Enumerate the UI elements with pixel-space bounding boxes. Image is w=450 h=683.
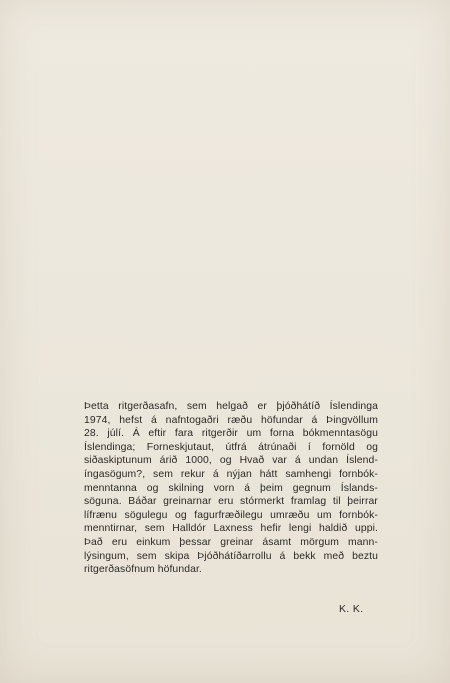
blurb-line: ritgerðasöfnum höfundar. <box>84 564 202 576</box>
blurb-line: Þetta ritgerðasafn, sem helgað er þjóðhátíð Íslendinga <box>84 401 378 412</box>
blurb-line: íngasögum?, sem rekur á nýjan hátt samhengi fornbók- <box>84 468 378 480</box>
blurb-line: Íslendinga; Forneskjutaut, útfrá átrúnaði í fornöld og <box>84 441 378 453</box>
blurb-line: 28. júlí. Á eftir fara ritgerðir um forna bókmenntasögu <box>84 428 378 440</box>
blurb-text <box>84 400 378 577</box>
signature-initials: K. K. <box>339 604 364 615</box>
blurb-line: lífrænu sögulegu og fagurfræðilegu umræðu um fornbók- <box>84 509 378 521</box>
blurb-line: menntirnar, sem Halldór Laxness hefir lengi haldið uppi. <box>84 523 378 535</box>
blurb-line: lýsingum, sem skipa Þjóðhátíðarrollu á bekk með beztu <box>84 550 378 562</box>
blurb-line: 1974, hefst á nafntogaðri ræðu höfundar á Þingvöllum <box>84 414 378 426</box>
blurb-line: menntanna og skilning vorn á þeim gegnum Íslands- <box>84 482 378 494</box>
blurb-line: siðaskiptunum árið 1000, og Hvað var á undan Íslend- <box>84 455 378 467</box>
blurb-line: Það eru einkum þessar greinar ásamt mörgum mann- <box>84 536 378 548</box>
blurb-line: söguna. Báðar greinarnar eru stórmerkt framlag til þeirrar <box>84 496 378 508</box>
